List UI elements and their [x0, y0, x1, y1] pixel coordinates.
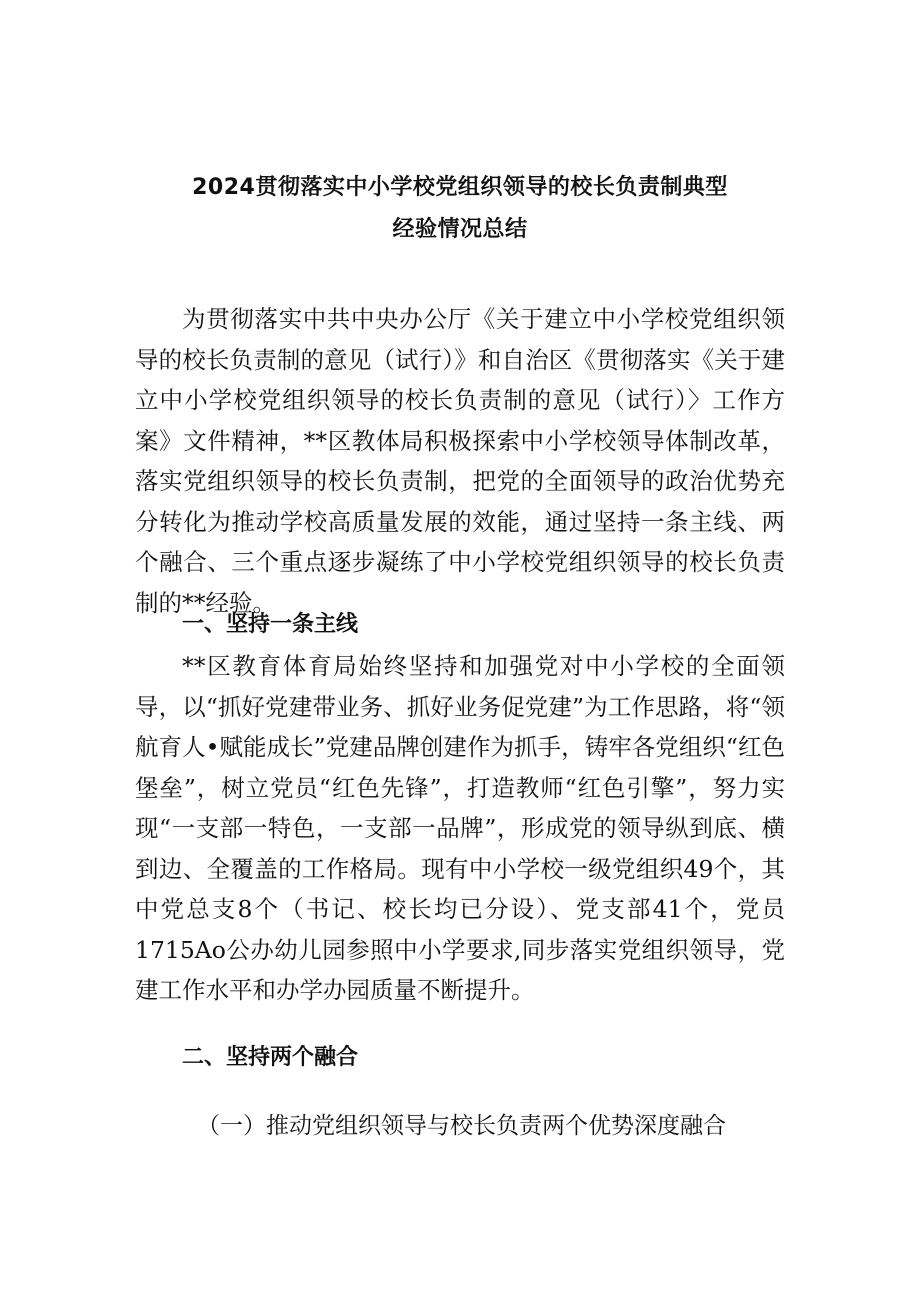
section-heading-1: 一、坚持一条主线: [182, 612, 359, 637]
subsection-heading-1: （一）推动党组织领导与校长负责两个优势深度融合: [197, 1113, 726, 1139]
body-paragraph-section-1: **区教育体育局始终坚持和加强党对中小学校的全面领导，以“抓好党建带业务、抓好业务促党建”为工作思路，将“领航育人•赋能成长”党建品牌创建作为抓手，铸牢各党组织“红色堡垒”，树立党员“红色先锋”，打造教师“红色引擎”，努力实现“一支部一特色，一支部一品牌”，形成党的领导纵到底、横到边、全覆盖的工作格局。现有中小学校一级党组织49个，其中党总支8个（书记、校长均已分设）、党支部41个，党员1715Ao公办幼儿园参照中小学要求,同步落实党组织领导，党建工作水平和办学办园质量不断提升。: [135, 652, 785, 1004]
body-paragraph-intro: 为贯彻落实中共中央办公厅《关于建立中小学校党组织领导的校长负责制的意见（试行）》和自治区《贯彻落实《关于建立中小学校党组织领导的校长负责制的意见（试行）〉工作方案》文件精神，**区教体局积极探索中小学校领导体制改革，落实党组织领导的校长负责制，把党的全面领导的政治优势充分转化为推动学校高质量发展的效能，通过坚持一条主线、两个融合、三个重点逐步凝练了中小学校党组织领导的校长负责制的**经验。: [135, 305, 785, 617]
document-title-line-1: 2024贯彻落实中小学校党组织领导的校长负责制典型: [192, 175, 728, 200]
document-title-line-2: 经验情况总结: [392, 217, 528, 242]
section-heading-2: 二、坚持两个融合: [182, 1045, 359, 1070]
